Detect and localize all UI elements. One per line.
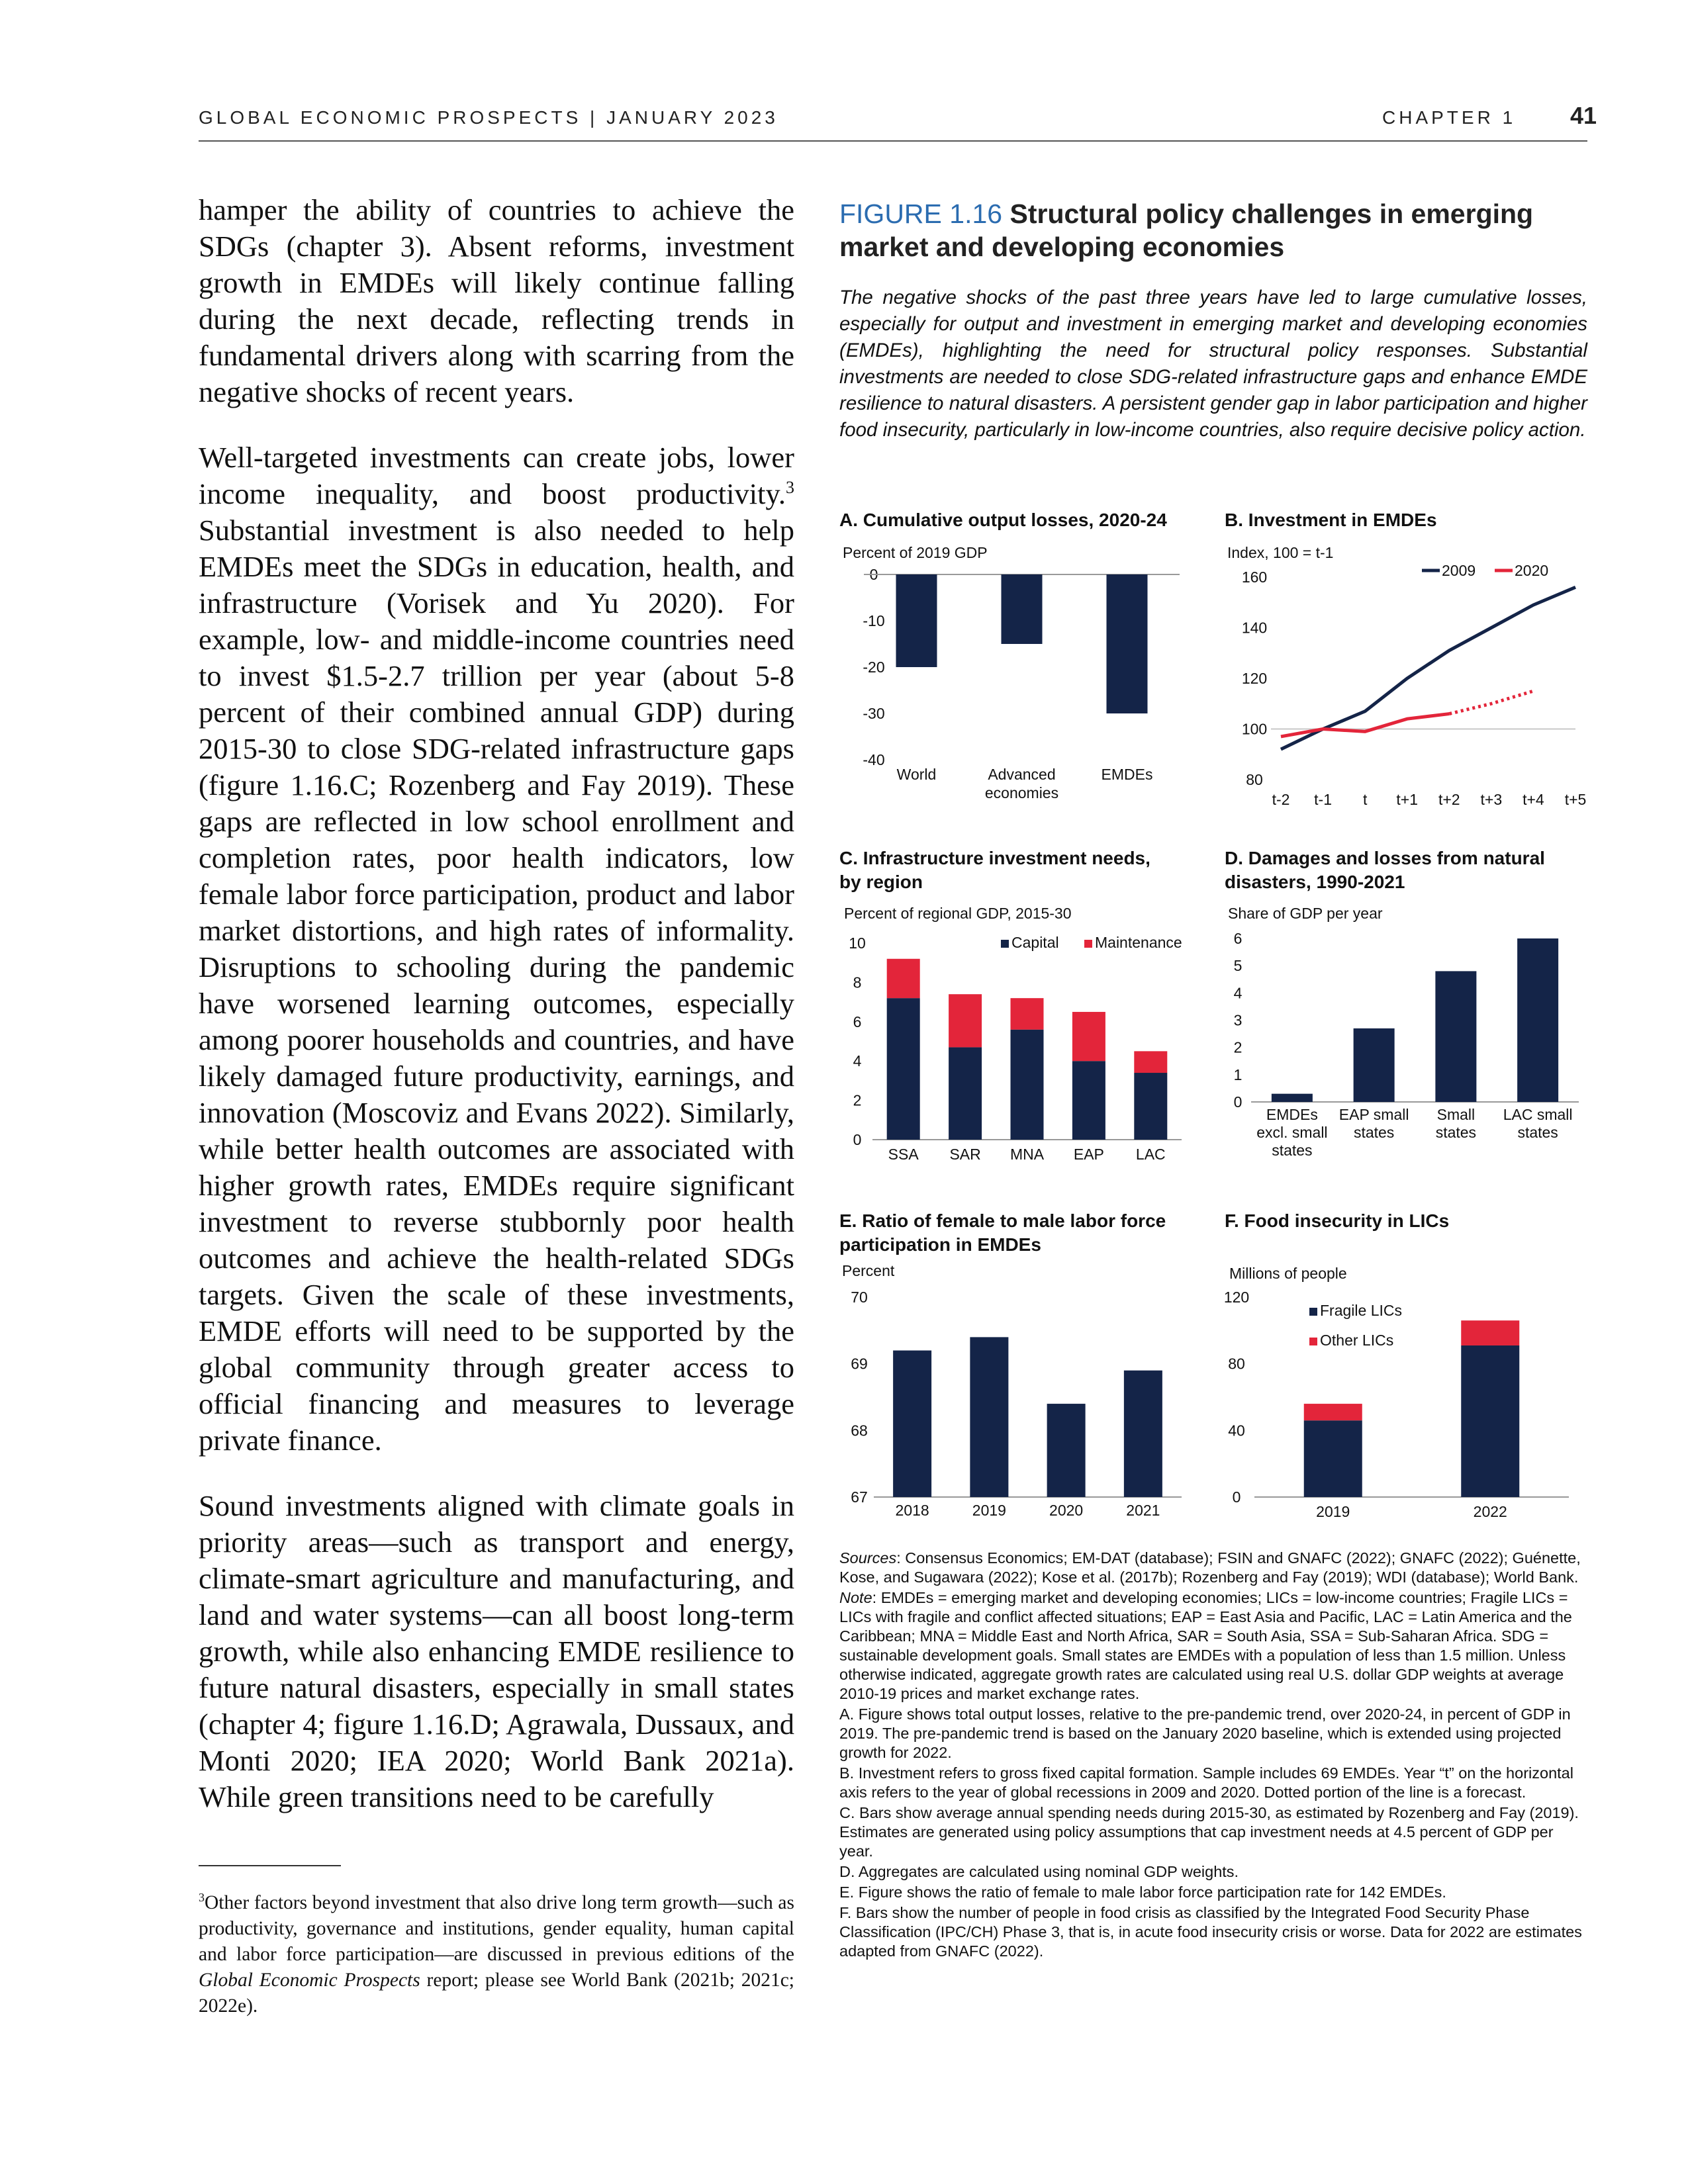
y-tick-label: 8	[853, 974, 862, 991]
page-number: 41	[1570, 102, 1597, 129]
stacked-bar-segment	[1304, 1420, 1362, 1497]
chart-title: B. Investment in EMDEs	[1225, 510, 1437, 530]
x-tick-label: t+4	[1523, 791, 1544, 808]
bar	[1107, 574, 1148, 713]
y-tick-label: 70	[851, 1289, 868, 1306]
chart-title: C. Infrastructure investment needs,	[839, 848, 1150, 868]
body-paragraph: Well-targeted investments can create jobs, lower income inequality, and boost productivity.$^3$ Substantial investment is also needed to help EMDEs meet the SDGs in education, health, and infrastructure (Vorisek and Yu 2020). For example, low- and middle-income countries need to invest $1.5-2.7 trillion per year (about 5-8 percent of their combined annual GDP) during 2015-30 to close SDG-related infrastructure gaps (figure 1.16.C; Rozenberg and Fay 2019). These gaps are reflected in low school enrollment and completion rates, poor health indicators, low female labor force participation, product and labor market distortions, and high rates of informality. Disruptions to schooling during the pandemic have worsened learning outcomes, especially among poorer households and countries, and have likely damaged future productivity, earnings, and innovation (Moscoviz and Evans 2022). Similarly, while better health outcomes are associated with higher growth rates, EMDEs require significant investment to reverse stubbornly poor health outcomes and achieve the health-related SDGs targets. Given the scale of these investments, EMDE efforts will need to be supported by the global community through greater access to official financing and measures to leverage private finance.	[199, 441, 794, 1457]
stacked-bar-segment	[887, 998, 920, 1140]
chart-title: disasters, 1990-2021	[1225, 872, 1405, 892]
x-tick-label: SSA	[888, 1146, 919, 1163]
bar	[896, 574, 937, 667]
panel-note-a: A. Figure shows total output losses, relative to the pre-pandemic trend, over 2020-24, in percent of GDP in 2019. The pre-pandemic trend is based on the January 2020 baseline, which is extended using projected growth for 2022.	[839, 1706, 1571, 1761]
x-tick-label: states	[1272, 1142, 1313, 1159]
x-tick-label: excl. small	[1256, 1124, 1328, 1141]
legend-swatch-maintenance	[1084, 940, 1092, 948]
panel-note-e: E. Figure shows the ratio of female to male labor force participation rate for 142 EMDEs.	[839, 1884, 1446, 1901]
y-axis-label: Millions of people	[1229, 1265, 1347, 1282]
x-tick-label: economies	[984, 784, 1059, 801]
y-tick-label: 0	[869, 566, 878, 583]
bar	[1435, 971, 1476, 1102]
y-tick-label: 6	[853, 1013, 862, 1030]
y-tick-label: -30	[863, 705, 885, 722]
y-tick-label: 68	[851, 1422, 868, 1439]
y-tick-label: 4	[853, 1052, 862, 1070]
y-tick-label: 40	[1228, 1422, 1245, 1439]
legend-label: 2009	[1442, 562, 1476, 579]
panel-note-c: C. Bars show average annual spending needs during 2015-30, as estimated by Rozenberg and Fay (2019). Estimates are generated using policy assumptions that cap investment needs at 4.5 percent of GDP per year.	[839, 1804, 1579, 1860]
x-tick-label: t+2	[1438, 791, 1460, 808]
x-tick-label: states	[1517, 1124, 1558, 1141]
legend-swatch-fragile-lics	[1309, 1308, 1317, 1316]
panel-note-b: B. Investment refers to gross fixed capital formation. Sample includes 69 EMDEs. Year “t” on the horizontal axis refers to the year of global recessions in 2009 and 2020. Dotted portion of the line is a forecast.	[839, 1764, 1573, 1801]
x-tick-label: MNA	[1009, 1146, 1045, 1163]
x-tick-label: World	[896, 766, 937, 783]
y-tick-label: 0	[1233, 1093, 1243, 1111]
y-axis-label: Percent	[842, 1262, 895, 1279]
y-tick-label: 80	[1228, 1355, 1245, 1373]
legend-label: Other LICs	[1320, 1332, 1394, 1349]
x-tick-label: EMDEs	[1101, 766, 1153, 783]
chart-title: by region	[839, 872, 923, 892]
bar	[1272, 1094, 1313, 1102]
x-tick-label: EAP	[1073, 1146, 1104, 1163]
y-axis-label: Share of GDP per year	[1228, 905, 1383, 922]
y-tick-label: 5	[1233, 957, 1243, 975]
bar	[1354, 1028, 1395, 1102]
stacked-bar-segment	[1134, 1051, 1167, 1073]
chart-title: F. Food insecurity in LICs	[1225, 1210, 1450, 1231]
x-tick-label: 2020	[1049, 1502, 1084, 1519]
x-tick-label: Small	[1436, 1106, 1476, 1123]
stacked-bar-segment	[1011, 1030, 1044, 1140]
legend-label: 2020	[1515, 562, 1549, 579]
y-axis-label: Index, 100 = t-1	[1227, 544, 1334, 561]
legend-swatch-capital	[1001, 940, 1009, 948]
y-tick-label: -10	[863, 612, 885, 629]
stacked-bar-segment	[1461, 1320, 1519, 1345]
y-tick-label: 100	[1241, 720, 1268, 738]
bar	[970, 1337, 1008, 1497]
panel-note-d: D. Aggregates are calculated using nominal GDP weights.	[839, 1863, 1239, 1880]
legend-label: Fragile LICs	[1320, 1302, 1402, 1319]
x-tick-label: LAC	[1135, 1146, 1166, 1163]
x-tick-label: 2019	[972, 1502, 1006, 1519]
chart-title: participation in EMDEs	[839, 1234, 1041, 1255]
stacked-bar-segment	[887, 959, 920, 998]
bar	[893, 1351, 931, 1497]
y-tick-label: 80	[1246, 771, 1263, 788]
y-tick-label: 10	[849, 934, 866, 952]
bar	[1047, 1404, 1086, 1497]
y-tick-label: 140	[1241, 619, 1268, 637]
panel-note-f: F. Bars show the number of people in food crisis as classified by the Integrated Food Security Phase Classification (IPC/CH) Phase 3, that is, in acute food insecurity crisis or worse. Data for 2022 are estimates adapted from GNAFC (2022).	[839, 1904, 1582, 1960]
y-tick-label: 120	[1223, 1289, 1250, 1306]
stacked-bar-segment	[1461, 1345, 1519, 1497]
x-tick-label: 2022	[1473, 1503, 1507, 1520]
x-tick-label: EMDEs	[1266, 1106, 1318, 1123]
x-tick-label: 2019	[1316, 1503, 1350, 1520]
x-tick-label: 2018	[895, 1502, 929, 1519]
y-tick-label: -20	[863, 659, 885, 676]
stacked-bar-segment	[949, 1047, 982, 1140]
y-tick-label: 2	[853, 1091, 862, 1109]
y-tick-label: 2	[1233, 1038, 1243, 1056]
y-tick-label: -40	[863, 751, 885, 768]
y-tick-label: 0	[1232, 1488, 1241, 1506]
x-tick-label: SAR	[949, 1146, 981, 1163]
y-tick-label: 69	[851, 1355, 868, 1373]
general-note: Note: EMDEs = emerging market and developing economies; LICs = low-income countries; Fragile LICs = LICs with fragile and conflict affected situations; EAP = East Asia and Pacific, LAC = Latin America and the Caribbean; MNA = Middle East and North Africa, SAR = South Asia, SSA = Sub-Saharan Africa. SDG = sustainable development goals. Small states are EMDEs with a population of less than 1.5 million. Unless otherwise indicated, aggregate growth rates are calculated using real U.S. dollar GDP weights at average 2010-19 prices and market exchange rates.	[839, 1589, 1572, 1702]
y-tick-label: 0	[853, 1131, 862, 1148]
y-tick-label: 120	[1241, 670, 1268, 687]
stacked-bar-segment	[1072, 1012, 1105, 1061]
series-line-2020	[1281, 714, 1449, 737]
footnote-reference[interactable]: 3	[786, 478, 794, 498]
figure-subtitle: The negative shocks of the past three years have led to large cumulative losses, especially for output and investment in emerging market and developing economies (EMDEs), highlighting the need for structural policy responses. Substantial investments are needed to close SDG-related infrastructure gaps and enhance EMDE resilience to natural disasters. A persistent gender gap in labor participation and higher food insecurity, particularly in low-income countries, also require decisive policy action.	[839, 287, 1587, 441]
x-tick-label: t+1	[1396, 791, 1419, 808]
series-line-2020-forecast	[1449, 691, 1533, 713]
x-tick-label: EAP small	[1338, 1106, 1409, 1123]
running-header-chapter: CHAPTER 1	[1382, 107, 1517, 128]
y-tick-label: 1	[1233, 1066, 1243, 1083]
figure-notes	[839, 1549, 1587, 1962]
legend-swatch-other-lics	[1309, 1338, 1317, 1345]
x-tick-label: states	[1353, 1124, 1395, 1141]
chart-title: D. Damages and losses from natural	[1225, 848, 1545, 868]
stacked-bar-segment	[1304, 1404, 1362, 1420]
bar	[1517, 938, 1558, 1102]
y-tick-label: 67	[851, 1488, 868, 1506]
stacked-bar-segment	[1134, 1073, 1167, 1140]
y-tick-label: 4	[1233, 984, 1243, 1002]
body-paragraph: Sound investments aligned with climate goals in priority areas—such as transport and energy, climate-smart agriculture and manufacturing, and land and water systems—can all boost long-term growth, while also enhancing EMDE resilience to future natural disasters, especially in small states (chapter 4; figure 1.16.D; Agrawala, Dussaux, and Monti 2020; IEA 2020; World Bank 2021a). While green transitions need to be carefully	[199, 1489, 794, 1813]
y-axis-label: Percent of 2019 GDP	[843, 544, 988, 561]
bar	[1124, 1371, 1162, 1497]
y-axis-label: Percent of regional GDP, 2015-30	[844, 905, 1072, 922]
x-tick-label: t+3	[1480, 791, 1503, 808]
body-paragraph: hamper the ability of countries to achieve the SDGs (chapter 3). Absent reforms, investment growth in EMDEs will likely continue falling during the next decade, reflecting trends in fundamental drivers along with scarring from the negative shocks of recent years.	[199, 193, 794, 408]
stacked-bar-segment	[1072, 1061, 1105, 1140]
y-tick-label: 160	[1241, 569, 1268, 586]
series-line-2009	[1281, 587, 1575, 749]
y-tick-label: 6	[1233, 930, 1243, 947]
x-tick-label: LAC small	[1503, 1106, 1573, 1123]
chart-title: A. Cumulative output losses, 2020-24	[839, 510, 1167, 530]
x-tick-label: Advanced	[988, 766, 1056, 783]
legend-label: Capital	[1011, 934, 1059, 951]
x-tick-label: 2021	[1126, 1502, 1160, 1519]
x-tick-label: t	[1362, 791, 1368, 808]
sources-note: Sources: Consensus Economics; EM-DAT (database); FSIN and GNAFC (2022); GNAFC (2022); Guénette, Kose, and Sugawara (2022); Kose et al. (2017b); Rozenberg and Fay (2019); WDI (database); World Bank.	[839, 1549, 1581, 1586]
x-tick-label: t-1	[1314, 791, 1332, 808]
bar	[1002, 574, 1043, 644]
x-tick-label: t+5	[1564, 791, 1587, 808]
chart-title: E. Ratio of female to male labor force	[839, 1210, 1166, 1231]
stacked-bar-segment	[1011, 998, 1044, 1030]
y-tick-label: 3	[1233, 1011, 1243, 1029]
figure-title: FIGURE 1.16 Structural policy challenges in emerging market and developing economies	[839, 199, 1534, 262]
x-tick-label: t-2	[1272, 791, 1290, 808]
x-tick-label: states	[1435, 1124, 1477, 1141]
legend-label: Maintenance	[1095, 934, 1182, 951]
running-header-title: GLOBAL ECONOMIC PROSPECTS | JANUARY 2023	[199, 107, 778, 128]
footnote: $^3$Other factors beyond investment that also drive long term growth—such as productivity, governance and institutions, gender equality, human capital and labor force participation—are discussed in previous editions of the Global Economic Prospects report; please see World Bank (2021b; 2021c; 2022e).	[199, 1891, 794, 2017]
stacked-bar-segment	[949, 994, 982, 1047]
